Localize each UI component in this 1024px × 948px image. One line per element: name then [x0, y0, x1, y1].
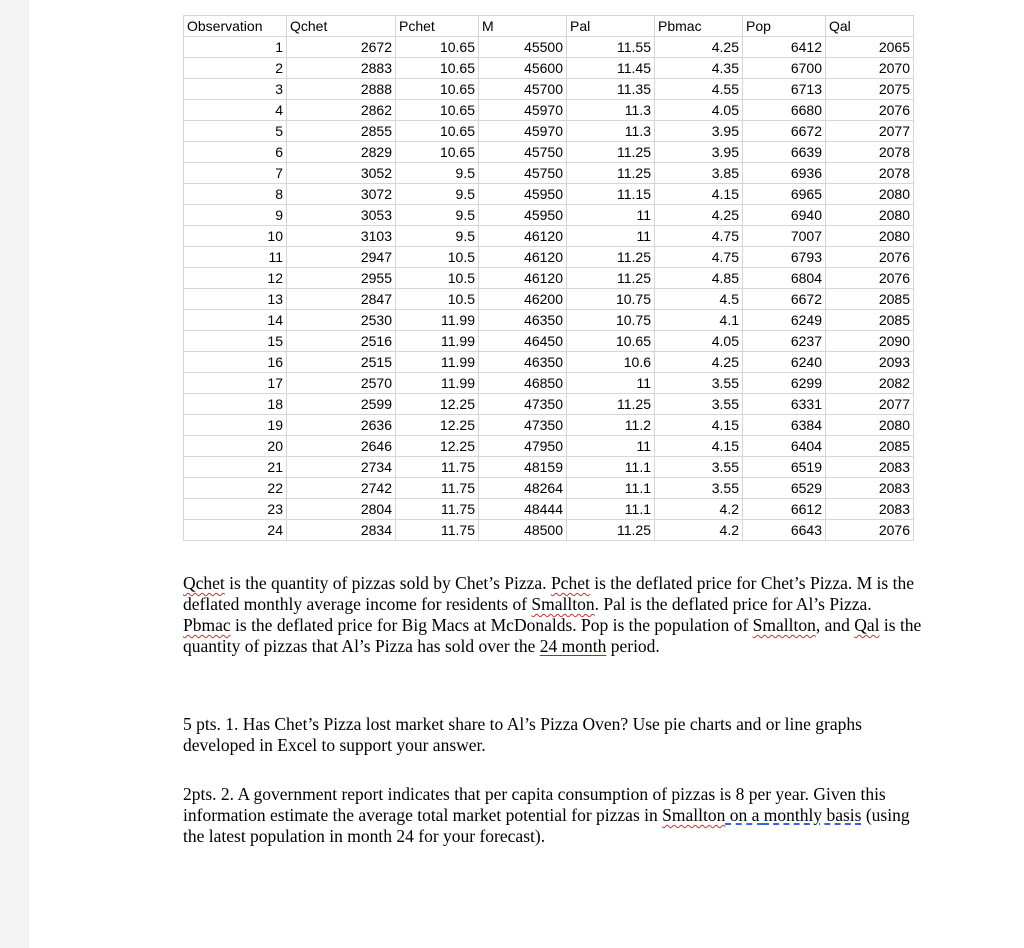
- table-cell: 11.25: [567, 268, 655, 289]
- table-cell: 6237: [743, 331, 826, 352]
- table-row: [184, 79, 914, 100]
- table-cell: 1: [184, 37, 287, 58]
- table-cell: 4.15: [655, 184, 743, 205]
- table-cell: 8: [184, 184, 287, 205]
- table-cell: 2076: [826, 520, 914, 541]
- table-cell: 48444: [479, 499, 567, 520]
- table-cell: 45500: [479, 37, 567, 58]
- table-cell: 11: [567, 373, 655, 394]
- table-cell: 2083: [826, 457, 914, 478]
- table-cell: 2090: [826, 331, 914, 352]
- table-cell: 7007: [743, 226, 826, 247]
- table-cell: 11.75: [396, 457, 479, 478]
- table-cell: 3053: [287, 205, 396, 226]
- header-m: M: [479, 16, 567, 37]
- header-pal: Pal: [567, 16, 655, 37]
- table-cell: 46200: [479, 289, 567, 310]
- table-cell: 2078: [826, 163, 914, 184]
- table-cell: 2085: [826, 436, 914, 457]
- table-cell: 11.99: [396, 373, 479, 394]
- table-cell: 3052: [287, 163, 396, 184]
- table-cell: 13: [184, 289, 287, 310]
- table-cell: 11.25: [567, 163, 655, 184]
- table-cell: 6331: [743, 394, 826, 415]
- table-cell: 46120: [479, 247, 567, 268]
- table-cell: 11.1: [567, 478, 655, 499]
- table-cell: 4.75: [655, 226, 743, 247]
- table-cell: 46120: [479, 268, 567, 289]
- table-cell: 11.3: [567, 121, 655, 142]
- table-cell: 24: [184, 520, 287, 541]
- table-cell: 6804: [743, 268, 826, 289]
- table-cell: 6519: [743, 457, 826, 478]
- table-row: [184, 184, 914, 205]
- table-cell: 16: [184, 352, 287, 373]
- table-cell: 9.5: [396, 184, 479, 205]
- table-cell: 2076: [826, 247, 914, 268]
- table-cell: 12: [184, 268, 287, 289]
- table-cell: 11.99: [396, 310, 479, 331]
- table-cell: 2829: [287, 142, 396, 163]
- table-cell: 11.15: [567, 184, 655, 205]
- table-cell: 10.6: [567, 352, 655, 373]
- table-cell: 4.85: [655, 268, 743, 289]
- table-cell: 45970: [479, 100, 567, 121]
- table-cell: 9.5: [396, 163, 479, 184]
- table-cell: 2080: [826, 184, 914, 205]
- table-cell: 47350: [479, 394, 567, 415]
- table-cell: 2599: [287, 394, 396, 415]
- table-cell: 4.5: [655, 289, 743, 310]
- table-cell: 11: [184, 247, 287, 268]
- table-row: [184, 478, 914, 499]
- table-cell: 2516: [287, 331, 396, 352]
- table-row: [184, 310, 914, 331]
- table-cell: 4.05: [655, 100, 743, 121]
- table-row: [184, 436, 914, 457]
- table-cell: 3.55: [655, 457, 743, 478]
- table-cell: 12.25: [396, 436, 479, 457]
- table-cell: 2: [184, 58, 287, 79]
- table-cell: 2855: [287, 121, 396, 142]
- table-cell: 10.65: [396, 37, 479, 58]
- table-cell: 2093: [826, 352, 914, 373]
- table-cell: 7: [184, 163, 287, 184]
- table-cell: 14: [184, 310, 287, 331]
- table-cell: 6672: [743, 121, 826, 142]
- table-row: [184, 499, 914, 520]
- table-row: [184, 331, 914, 352]
- desc-text-6: is the quantity of pizzas that Al’s Pizza has sold over the: [183, 615, 922, 656]
- table-cell: 2947: [287, 247, 396, 268]
- table-cell: 6936: [743, 163, 826, 184]
- table-cell: 18: [184, 394, 287, 415]
- table-cell: 6639: [743, 142, 826, 163]
- table-cell: 2077: [826, 394, 914, 415]
- table-row: [184, 415, 914, 436]
- table-cell: 9.5: [396, 205, 479, 226]
- table-cell: 46120: [479, 226, 567, 247]
- table-row: [184, 142, 914, 163]
- table-cell: 4: [184, 100, 287, 121]
- table-cell: 3.85: [655, 163, 743, 184]
- table-cell: 2515: [287, 352, 396, 373]
- table-cell: 2646: [287, 436, 396, 457]
- table-cell: 2085: [826, 289, 914, 310]
- table-cell: 4.15: [655, 436, 743, 457]
- table-cell: 47950: [479, 436, 567, 457]
- table-cell: 11.1: [567, 499, 655, 520]
- table-row: [184, 289, 914, 310]
- table-cell: 12.25: [396, 415, 479, 436]
- table-cell: 48159: [479, 457, 567, 478]
- table-cell: 2883: [287, 58, 396, 79]
- question-2: [183, 784, 923, 847]
- table-cell: 11.99: [396, 352, 479, 373]
- table-cell: 2083: [826, 499, 914, 520]
- table-cell: 11: [567, 205, 655, 226]
- table-cell: 11.75: [396, 478, 479, 499]
- table-cell: 45970: [479, 121, 567, 142]
- table-cell: 10.65: [396, 100, 479, 121]
- term-qal: Qal: [854, 615, 880, 635]
- table-cell: 22: [184, 478, 287, 499]
- question-2-on-a: on a: [725, 805, 764, 825]
- desc-text-4: is the deflated price for Big Macs at McDonalds. Pop is the population of: [230, 615, 753, 635]
- header-observation: Observation: [184, 16, 287, 37]
- header-pbmac: Pbmac: [655, 16, 743, 37]
- left-margin: [0, 0, 29, 948]
- table-cell: 46350: [479, 352, 567, 373]
- table-cell: 2834: [287, 520, 396, 541]
- table-cell: 3.95: [655, 121, 743, 142]
- table-cell: 11.45: [567, 58, 655, 79]
- header-pchet: Pchet: [396, 16, 479, 37]
- table-cell: 6240: [743, 352, 826, 373]
- table-cell: 45750: [479, 142, 567, 163]
- table-row: [184, 226, 914, 247]
- table-cell: 6713: [743, 79, 826, 100]
- table-cell: 3.95: [655, 142, 743, 163]
- term-pchet: Pchet: [550, 573, 590, 593]
- term-24-month: 24 month: [539, 636, 607, 656]
- table-cell: 6680: [743, 100, 826, 121]
- table-cell: 45600: [479, 58, 567, 79]
- table-cell: 4.05: [655, 331, 743, 352]
- table-cell: 11: [567, 436, 655, 457]
- table-cell: 2077: [826, 121, 914, 142]
- table-cell: 45950: [479, 205, 567, 226]
- table-cell: 10.75: [567, 310, 655, 331]
- table-cell: 11.25: [567, 394, 655, 415]
- table-cell: 11.75: [396, 520, 479, 541]
- table-row: [184, 352, 914, 373]
- header-qal: Qal: [826, 16, 914, 37]
- table-cell: 2085: [826, 310, 914, 331]
- table-row: [184, 121, 914, 142]
- table-cell: 4.2: [655, 499, 743, 520]
- table-cell: 2888: [287, 79, 396, 100]
- table-cell: 21: [184, 457, 287, 478]
- table-cell: 3.55: [655, 373, 743, 394]
- table-cell: 45750: [479, 163, 567, 184]
- term-smallton-2: Smallton: [752, 615, 816, 635]
- table-cell: 6384: [743, 415, 826, 436]
- table-cell: 9: [184, 205, 287, 226]
- table-cell: 10.65: [396, 79, 479, 100]
- table-cell: 6404: [743, 436, 826, 457]
- table-cell: 11: [567, 226, 655, 247]
- table-cell: 9.5: [396, 226, 479, 247]
- table-cell: 47350: [479, 415, 567, 436]
- table-cell: 10.5: [396, 289, 479, 310]
- table-cell: 6965: [743, 184, 826, 205]
- table-row: [184, 163, 914, 184]
- question-2-tail: (using the latest population in month 24 for your forecast).: [183, 805, 910, 846]
- table-cell: 4.25: [655, 352, 743, 373]
- table-cell: 2955: [287, 268, 396, 289]
- data-table: [183, 15, 914, 541]
- table-cell: 11.55: [567, 37, 655, 58]
- table-cell: 2742: [287, 478, 396, 499]
- table-cell: 4.1: [655, 310, 743, 331]
- table-cell: 11.25: [567, 247, 655, 268]
- table-cell: 46350: [479, 310, 567, 331]
- table-row: [184, 457, 914, 478]
- table-cell: 2672: [287, 37, 396, 58]
- table-cell: 4.75: [655, 247, 743, 268]
- table-cell: 11.2: [567, 415, 655, 436]
- table-cell: 23: [184, 499, 287, 520]
- table-cell: 3: [184, 79, 287, 100]
- table-cell: 4.55: [655, 79, 743, 100]
- table-cell: 2078: [826, 142, 914, 163]
- desc-text-5: , and: [815, 615, 855, 635]
- table-cell: 6940: [743, 205, 826, 226]
- table-cell: 6299: [743, 373, 826, 394]
- table-cell: 6: [184, 142, 287, 163]
- table-cell: 10.5: [396, 268, 479, 289]
- table-cell: 2076: [826, 100, 914, 121]
- table-cell: 2083: [826, 478, 914, 499]
- table-cell: 48264: [479, 478, 567, 499]
- table-cell: 6793: [743, 247, 826, 268]
- table-cell: 45700: [479, 79, 567, 100]
- desc-text-1: is the quantity of pizzas sold by Chet’s Pizza.: [224, 573, 551, 593]
- table-cell: 2076: [826, 268, 914, 289]
- table-cell: 2080: [826, 226, 914, 247]
- question-2-text: 2pts. 2. A government report indicates that per capita consumption of pizzas is 8 per year. Given this information estimate the average total market potential for pizzas in: [183, 784, 886, 825]
- table-body: [184, 37, 914, 541]
- table-row: [184, 268, 914, 289]
- table-cell: 10: [184, 226, 287, 247]
- table-cell: 11.25: [567, 520, 655, 541]
- table-cell: 10.65: [396, 58, 479, 79]
- table-cell: 2075: [826, 79, 914, 100]
- table-cell: 6249: [743, 310, 826, 331]
- desc-text-7: period.: [606, 636, 660, 656]
- table-row: [184, 37, 914, 58]
- table-cell: 19: [184, 415, 287, 436]
- table-cell: 11.1: [567, 457, 655, 478]
- table-cell: 11.3: [567, 100, 655, 121]
- table-row: [184, 205, 914, 226]
- table-cell: 10.5: [396, 247, 479, 268]
- table-cell: 4.25: [655, 205, 743, 226]
- table-row: [184, 373, 914, 394]
- table-cell: 10.65: [396, 121, 479, 142]
- table-cell: 46850: [479, 373, 567, 394]
- variable-description: [183, 573, 923, 657]
- table-cell: 4.2: [655, 520, 743, 541]
- table-row: [184, 520, 914, 541]
- table-cell: 2570: [287, 373, 396, 394]
- table-cell: 10.75: [567, 289, 655, 310]
- table-cell: 6700: [743, 58, 826, 79]
- table-cell: 2070: [826, 58, 914, 79]
- table-cell: 2734: [287, 457, 396, 478]
- question-1: [183, 714, 923, 756]
- table-cell: 6643: [743, 520, 826, 541]
- table-cell: 6412: [743, 37, 826, 58]
- table-row: [184, 394, 914, 415]
- term-pbmac: Pbmac: [183, 615, 231, 635]
- table-row: [184, 58, 914, 79]
- term-smallton-3: Smallton: [662, 805, 726, 825]
- table-cell: 46450: [479, 331, 567, 352]
- header-qchet: Qchet: [287, 16, 396, 37]
- table-row: [184, 247, 914, 268]
- desc-text-3: . Pal is the deflated price for Al’s Pizza.: [594, 594, 872, 614]
- table-cell: 3.55: [655, 394, 743, 415]
- table-cell: 2847: [287, 289, 396, 310]
- table-cell: 10.65: [396, 142, 479, 163]
- header-pop: Pop: [743, 16, 826, 37]
- table-cell: 2065: [826, 37, 914, 58]
- table-cell: 3.55: [655, 478, 743, 499]
- table-cell: 3103: [287, 226, 396, 247]
- table-cell: 2530: [287, 310, 396, 331]
- term-monthly-basis: monthly basis: [763, 805, 862, 825]
- table-cell: 2082: [826, 373, 914, 394]
- table-cell: 5: [184, 121, 287, 142]
- table-cell: 2804: [287, 499, 396, 520]
- table-cell: 4.25: [655, 37, 743, 58]
- table-cell: 11.75: [396, 499, 479, 520]
- table-cell: 15: [184, 331, 287, 352]
- term-smallton: Smallton: [531, 594, 595, 614]
- table-cell: 6672: [743, 289, 826, 310]
- table-cell: 2636: [287, 415, 396, 436]
- desc-text-2: is the deflated price for Chet’s Pizza. M is the deflated monthly average income for residents of: [183, 573, 914, 614]
- table-cell: 6612: [743, 499, 826, 520]
- table-row: [184, 100, 914, 121]
- table-cell: 11.35: [567, 79, 655, 100]
- question-1-text: 5 pts. 1. Has Chet’s Pizza lost market share to Al’s Pizza Oven? Use pie charts and or line graphs developed in Excel to support your answer.: [183, 714, 862, 755]
- table-cell: 11.25: [567, 142, 655, 163]
- table-cell: 10.65: [567, 331, 655, 352]
- table-cell: 2080: [826, 205, 914, 226]
- table-cell: 17: [184, 373, 287, 394]
- table-cell: 2862: [287, 100, 396, 121]
- table-cell: 20: [184, 436, 287, 457]
- term-qchet: Qchet: [183, 573, 225, 593]
- table-cell: 4.35: [655, 58, 743, 79]
- table-cell: 3072: [287, 184, 396, 205]
- table-cell: 48500: [479, 520, 567, 541]
- table-header-row: [184, 16, 914, 37]
- table-cell: 2080: [826, 415, 914, 436]
- table-cell: 45950: [479, 184, 567, 205]
- table-cell: 11.99: [396, 331, 479, 352]
- table-cell: 4.15: [655, 415, 743, 436]
- table-cell: 6529: [743, 478, 826, 499]
- table-cell: 12.25: [396, 394, 479, 415]
